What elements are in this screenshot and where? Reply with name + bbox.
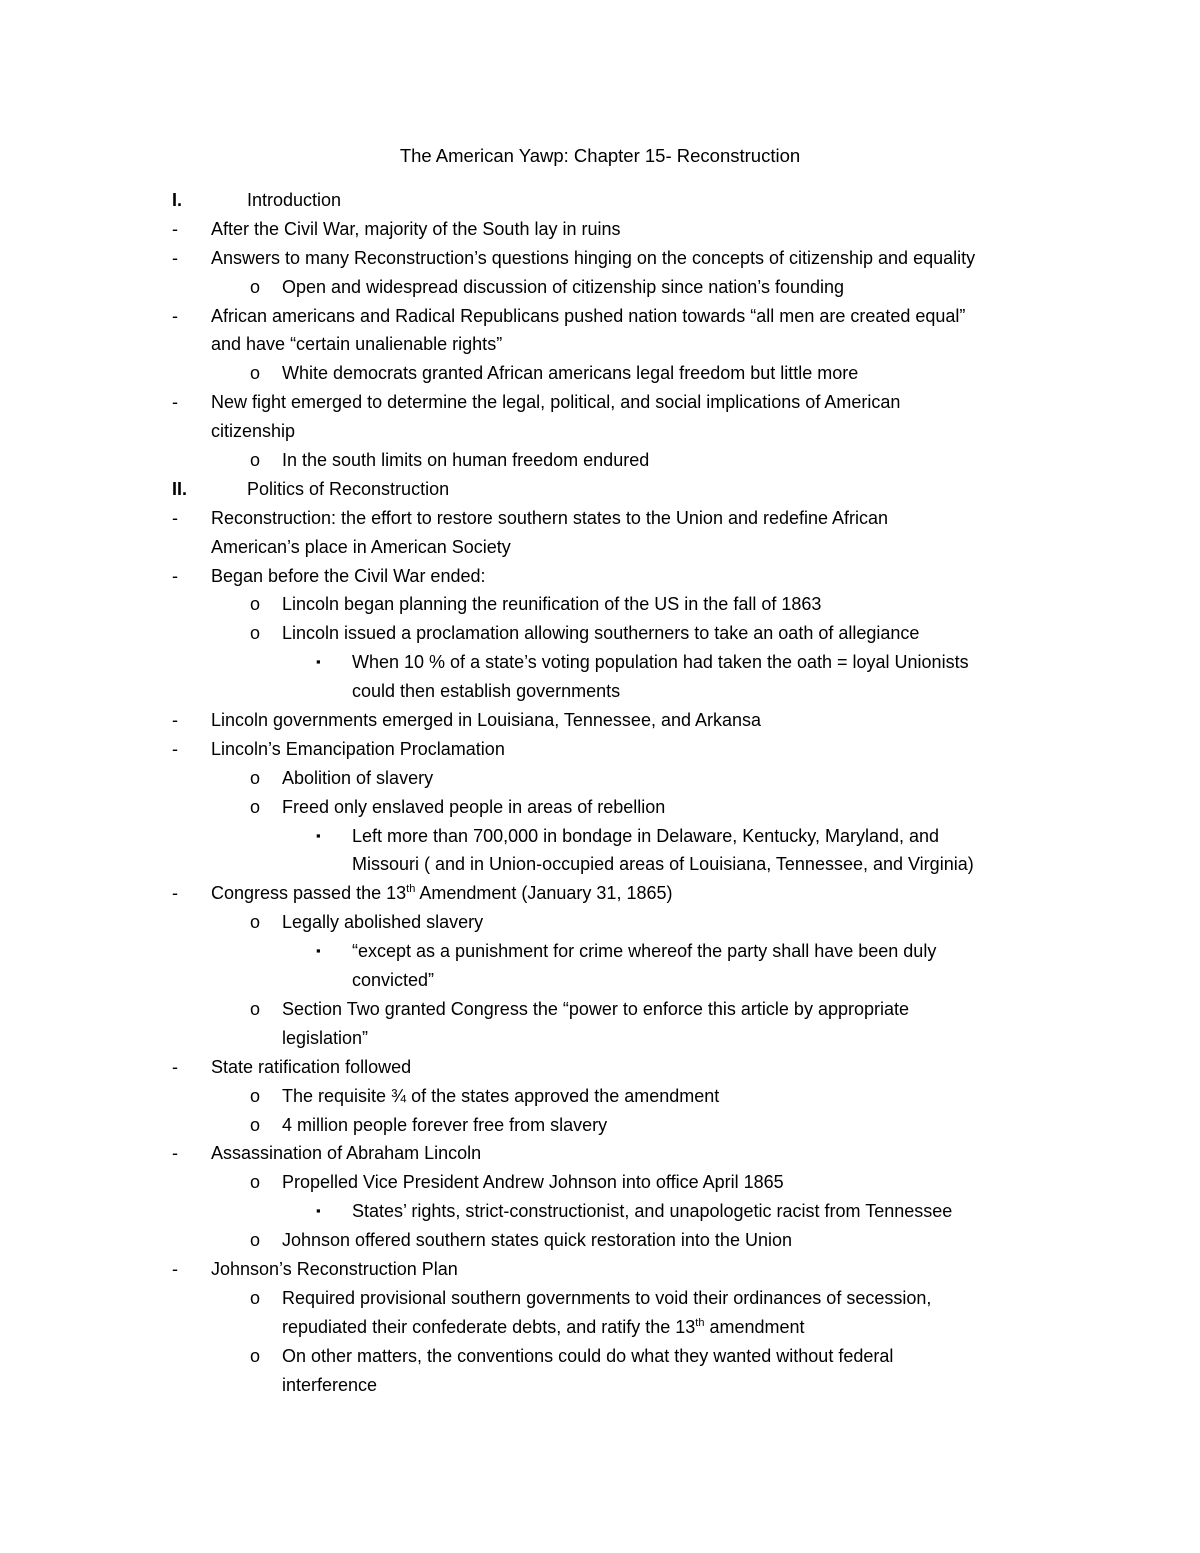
ordinal-superscript: th (406, 883, 416, 896)
outline-text-main: Assassination of Abraham Lincoln (211, 1143, 482, 1164)
outline-item-continuation (0, 677, 1200, 706)
outline-text (282, 1226, 792, 1255)
outline-text-main: interference (282, 1374, 378, 1395)
outline-item (0, 504, 1200, 533)
outline-text-main: After the Civil War, majority of the South lay in ruins (211, 218, 621, 239)
outline-item (0, 215, 1200, 244)
bullet-marker: - (172, 565, 178, 586)
outline-text-main: 4 million people forever free from slavery (282, 1114, 608, 1135)
outline-text-main: “except as a punishment for crime whereof the party shall have been duly (352, 941, 937, 962)
outline-text-main: Introduction (247, 190, 342, 210)
outline-text-main: Lincoln’s Emancipation Proclamation (211, 738, 505, 759)
bullet-marker: o (250, 623, 261, 644)
outline-text (352, 1197, 952, 1226)
bullet-marker: o (250, 1172, 261, 1193)
roman-numeral: II. (172, 478, 188, 499)
outline-text (282, 1168, 784, 1197)
outline-item-continuation (0, 850, 1200, 879)
outline-text (282, 359, 858, 388)
outline-text (211, 1255, 458, 1284)
bullet-marker: - (172, 305, 178, 326)
outline-text (282, 1111, 607, 1140)
ordinal-superscript: th (695, 1316, 705, 1329)
bullet-marker: o (250, 1287, 261, 1308)
outline-item (0, 1168, 1200, 1197)
bullet-marker: o (250, 796, 261, 817)
outline-item-continuation (0, 330, 1200, 359)
outline-text (352, 966, 434, 995)
outline-text (282, 793, 665, 822)
outline-item (0, 1197, 1200, 1226)
outline-text-main: New fight emerged to determine the legal, political, and social implications of American (211, 392, 901, 413)
bullet-marker: o (250, 363, 261, 384)
outline-text-main: When 10 % of a state’s voting population had taken the oath = loyal Unionists (352, 652, 969, 673)
outline-text-main: Congress passed the 13 (211, 883, 407, 904)
outline-text-main: Johnson’s Reconstruction Plan (211, 1258, 458, 1279)
bullet-marker: - (172, 1143, 178, 1164)
bullet-marker: - (172, 1056, 178, 1077)
outline-text (211, 215, 621, 244)
outline-item (0, 562, 1200, 591)
outline-text-main: States’ rights, strict-constructionist, and unapologetic racist from Tennessee (352, 1201, 953, 1222)
outline-text-main: African americans and Radical Republicans pushed nation towards “all men are created equal” (211, 305, 966, 326)
outline-text-main: Lincoln began planning the reunification of the US in the fall of 1863 (282, 594, 822, 615)
outline-item (0, 186, 1200, 215)
outline-text-after: Amendment (January 31, 1865) (415, 883, 673, 904)
outline-text (352, 648, 969, 677)
outline-item-continuation (0, 1024, 1200, 1053)
bullet-marker: o (250, 1085, 261, 1106)
outline-item-continuation (0, 1313, 1200, 1342)
outline-item-continuation (0, 966, 1200, 995)
outline-text (211, 417, 295, 446)
outline-text (282, 1082, 719, 1111)
outline-text (352, 937, 936, 966)
outline-item (0, 1082, 1200, 1111)
outline-item (0, 1284, 1200, 1313)
outline-text (282, 1024, 368, 1053)
roman-numeral: I. (172, 190, 183, 210)
outline-item-continuation (0, 533, 1200, 562)
bullet-marker: o (250, 594, 261, 615)
bullet-marker: o (250, 998, 261, 1019)
outline-item-continuation (0, 417, 1200, 446)
outline-item (0, 273, 1200, 302)
outline-text (282, 1342, 893, 1371)
outline-text (211, 302, 965, 331)
bullet-marker: - (172, 1258, 178, 1279)
outline-text-main: Section Two granted Congress the “power to enforce this article by appropriate (282, 998, 910, 1019)
outline-text-main: Began before the Civil War ended: (211, 565, 486, 586)
outline-item (0, 1139, 1200, 1168)
outline-item (0, 590, 1200, 619)
outline-item (0, 359, 1200, 388)
outline-text (282, 273, 844, 302)
outline-text (282, 590, 821, 619)
outline-text-main: American’s place in American Society (211, 536, 511, 557)
outline-item-continuation (0, 1371, 1200, 1400)
outline-text (211, 244, 975, 273)
outline-text-main: citizenship (211, 421, 296, 442)
outline-item (0, 822, 1200, 851)
outline-text-main: Freed only enslaved people in areas of rebellion (282, 796, 666, 817)
outline (0, 186, 1200, 1399)
bullet-marker: ▪ (316, 943, 321, 959)
outline-item (0, 1255, 1200, 1284)
outline-item (0, 879, 1200, 908)
outline-text (211, 735, 505, 764)
bullet-marker: - (172, 392, 178, 413)
outline-item (0, 446, 1200, 475)
outline-text (211, 330, 502, 359)
bullet-marker: ▪ (316, 827, 321, 843)
outline-text (211, 388, 900, 417)
outline-text (247, 186, 341, 215)
outline-text (282, 908, 483, 937)
outline-text (282, 995, 909, 1024)
outline-item (0, 937, 1200, 966)
bullet-marker: - (172, 883, 178, 904)
outline-item (0, 1226, 1200, 1255)
outline-text-main: Legally abolished slavery (282, 912, 484, 933)
outline-text-main: could then establish governments (352, 681, 621, 702)
outline-text (211, 1053, 411, 1082)
bullet-marker: o (250, 1114, 261, 1135)
outline-text (352, 850, 974, 879)
outline-text-main: Required provisional southern governments to void their ordinances of secession, (282, 1287, 932, 1308)
outline-text (352, 822, 939, 851)
outline-item (0, 908, 1200, 937)
outline-item (0, 619, 1200, 648)
outline-item (0, 735, 1200, 764)
outline-item (0, 764, 1200, 793)
outline-text (247, 475, 449, 504)
bullet-marker: - (172, 247, 178, 268)
bullet-marker: - (172, 507, 178, 528)
outline-text-after: amendment (704, 1316, 805, 1337)
outline-text-main: The requisite ¾ of the states approved the amendment (282, 1085, 720, 1106)
outline-text (211, 562, 486, 591)
outline-text-main: Lincoln governments emerged in Louisiana, Tennessee, and Arkansa (211, 710, 762, 731)
outline-item (0, 793, 1200, 822)
outline-text-main: State ratification followed (211, 1056, 412, 1077)
outline-text-main: Propelled Vice President Andrew Johnson into office April 1865 (282, 1172, 784, 1193)
bullet-marker: - (172, 738, 178, 759)
outline-text-main: Answers to many Reconstruction’s questions hinging on the concepts of citizenship and equality (211, 247, 976, 268)
outline-text-main: Johnson offered southern states quick restoration into the Union (282, 1230, 792, 1251)
outline-item (0, 706, 1200, 735)
outline-text-main: convicted” (352, 970, 435, 991)
outline-item (0, 995, 1200, 1024)
outline-item (0, 1342, 1200, 1371)
outline-text (211, 533, 511, 562)
outline-text-main: On other matters, the conventions could do what they wanted without federal (282, 1345, 894, 1366)
outline-text (282, 446, 649, 475)
outline-text (211, 504, 888, 533)
bullet-marker: o (250, 767, 261, 788)
outline-text-main: Politics of Reconstruction (247, 478, 450, 499)
bullet-marker: o (250, 912, 261, 933)
bullet-marker: - (172, 218, 178, 239)
outline-item (0, 648, 1200, 677)
outline-text-main: White democrats granted African americans legal freedom but little more (282, 363, 859, 384)
outline-text (211, 1139, 481, 1168)
outline-text (282, 764, 433, 793)
outline-item (0, 1053, 1200, 1082)
outline-text-main: repudiated their confederate debts, and ratify the 13 (282, 1316, 696, 1337)
bullet-marker: o (250, 1230, 261, 1251)
outline-text (282, 619, 919, 648)
outline-text-main: Lincoln issued a proclamation allowing southerners to take an oath of allegiance (282, 623, 920, 644)
outline-text (211, 706, 761, 735)
outline-item (0, 1111, 1200, 1140)
bullet-marker: o (250, 1345, 261, 1366)
outline-text-main: Missouri ( and in Union-occupied areas of Louisiana, Tennessee, and Virginia) (352, 854, 974, 875)
bullet-marker: o (250, 276, 261, 297)
document-title: The American Yawp: Chapter 15- Reconstruction (399, 145, 801, 166)
outline-text-main: In the south limits on human freedom endured (282, 450, 650, 471)
outline-text-main: legislation” (282, 1027, 369, 1048)
outline-text (282, 1284, 931, 1313)
outline-item (0, 244, 1200, 273)
outline-text-main: Reconstruction: the effort to restore southern states to the Union and redefine African (211, 507, 889, 528)
bullet-marker: ▪ (316, 654, 321, 670)
outline-text (352, 677, 620, 706)
outline-item (0, 302, 1200, 331)
outline-text (282, 1371, 377, 1400)
outline-text (211, 879, 672, 908)
bullet-marker: - (172, 710, 178, 731)
outline-item (0, 475, 1200, 504)
outline-item (0, 388, 1200, 417)
outline-text-main: and have “certain unalienable rights” (211, 334, 503, 355)
outline-text (282, 1313, 805, 1342)
bullet-marker: o (250, 450, 261, 471)
outline-text-main: Abolition of slavery (282, 767, 434, 788)
bullet-marker: ▪ (316, 1203, 321, 1219)
outline-text-main: Open and widespread discussion of citizenship since nation’s founding (282, 276, 845, 297)
outline-text-main: Left more than 700,000 in bondage in Delaware, Kentucky, Maryland, and (352, 825, 940, 846)
